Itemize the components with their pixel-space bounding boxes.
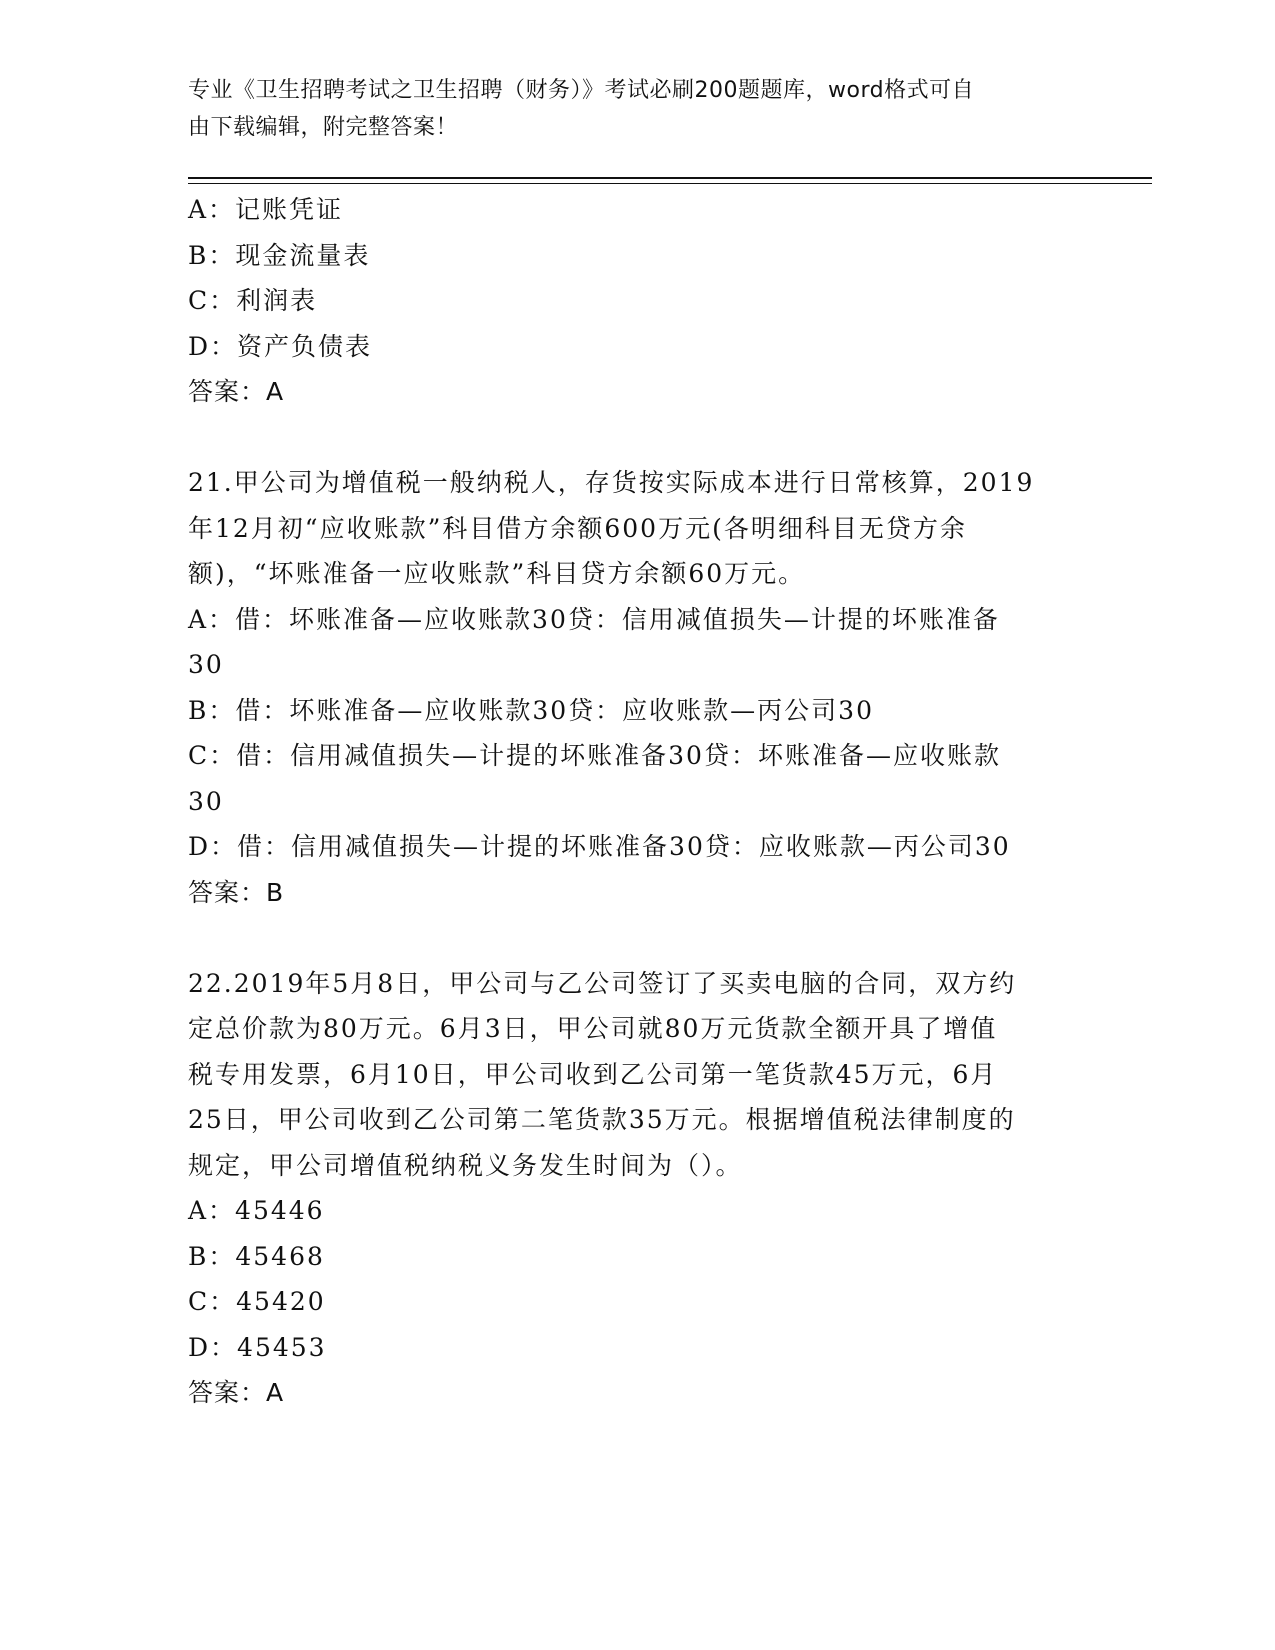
q22-option-c: C：45420 bbox=[188, 1287, 326, 1316]
header-title-line-1: 专业《卫生招聘考试之卫生招聘（财务）》考试必刷200题题库，word格式可自 bbox=[188, 78, 975, 103]
q22-option-b: B：45468 bbox=[188, 1241, 325, 1271]
header-divider-thin bbox=[188, 183, 1152, 184]
q21-stem-line-3: 额)，“坏账准备一应收账款”科目贷方余额60万元。 bbox=[188, 559, 806, 588]
q21-option-d: D：借：信用减值损失—计提的坏账准备30贷：应收账款—丙公司30 bbox=[188, 832, 1011, 861]
q22-option-d: D：45453 bbox=[188, 1332, 327, 1362]
q22-stem-line-3: 税专用发票，6月10日，甲公司收到乙公司第一笔货款45万元，6月 bbox=[188, 1059, 998, 1089]
q21-option-a-continued: 30 bbox=[188, 650, 224, 679]
q22-stem-line-4: 25日，甲公司收到乙公司第二笔货款35万元。根据增值税法律制度的 bbox=[188, 1105, 1016, 1134]
spacer bbox=[188, 915, 1088, 961]
header-title-line-2: 由下载编辑，附完整答案！ bbox=[188, 115, 459, 140]
question-21-block bbox=[188, 460, 1088, 915]
q21-answer: 答案：B bbox=[188, 877, 285, 907]
spacer bbox=[188, 415, 1088, 461]
document-header bbox=[188, 72, 1088, 146]
q22-answer: 答案：A bbox=[188, 1378, 285, 1407]
header-divider-thick bbox=[188, 177, 1152, 179]
q22-stem-line-1: 22.2019年5月8日，甲公司与乙公司签订了买卖电脑的合同，双方约 bbox=[188, 968, 1017, 998]
q22-stem-line-2: 定总价款为80万元。6月3日，甲公司就80万元货款全额开具了增值 bbox=[188, 1014, 998, 1043]
question-22-block bbox=[188, 961, 1088, 1416]
question-list bbox=[188, 187, 1088, 1416]
question-20-block bbox=[188, 187, 1088, 415]
q21-stem-line-2: 年12月初“应收账款”科目借方余额600万元(各明细科目无贷方余 bbox=[188, 513, 967, 543]
q21-option-a: A：借：坏账准备—应收账款30贷：信用减值损失—计提的坏账准备 bbox=[188, 604, 1000, 634]
q21-stem-line-1: 21.甲公司为增值税一般纳税人，存货按实际成本进行日常核算，2019 bbox=[188, 468, 1035, 497]
q20-answer: 答案：A bbox=[188, 377, 285, 406]
q21-option-c-continued: 30 bbox=[188, 786, 224, 816]
q20-option-a: A：记账凭证 bbox=[188, 195, 344, 224]
q20-option-c: C：利润表 bbox=[188, 286, 318, 315]
q22-stem-line-5: 规定，甲公司增值税纳税义务发生时间为（）。 bbox=[188, 1150, 743, 1180]
q21-option-c: C：借：信用减值损失—计提的坏账准备30贷：坏账准备—应收账款 bbox=[188, 741, 1001, 770]
q22-option-a: A：45446 bbox=[188, 1196, 325, 1225]
q21-option-b: B：借：坏账准备—应收账款30贷：应收账款—丙公司30 bbox=[188, 695, 874, 725]
q20-option-b: B：现金流量表 bbox=[188, 240, 371, 270]
q20-option-d: D：资产负债表 bbox=[188, 331, 373, 361]
